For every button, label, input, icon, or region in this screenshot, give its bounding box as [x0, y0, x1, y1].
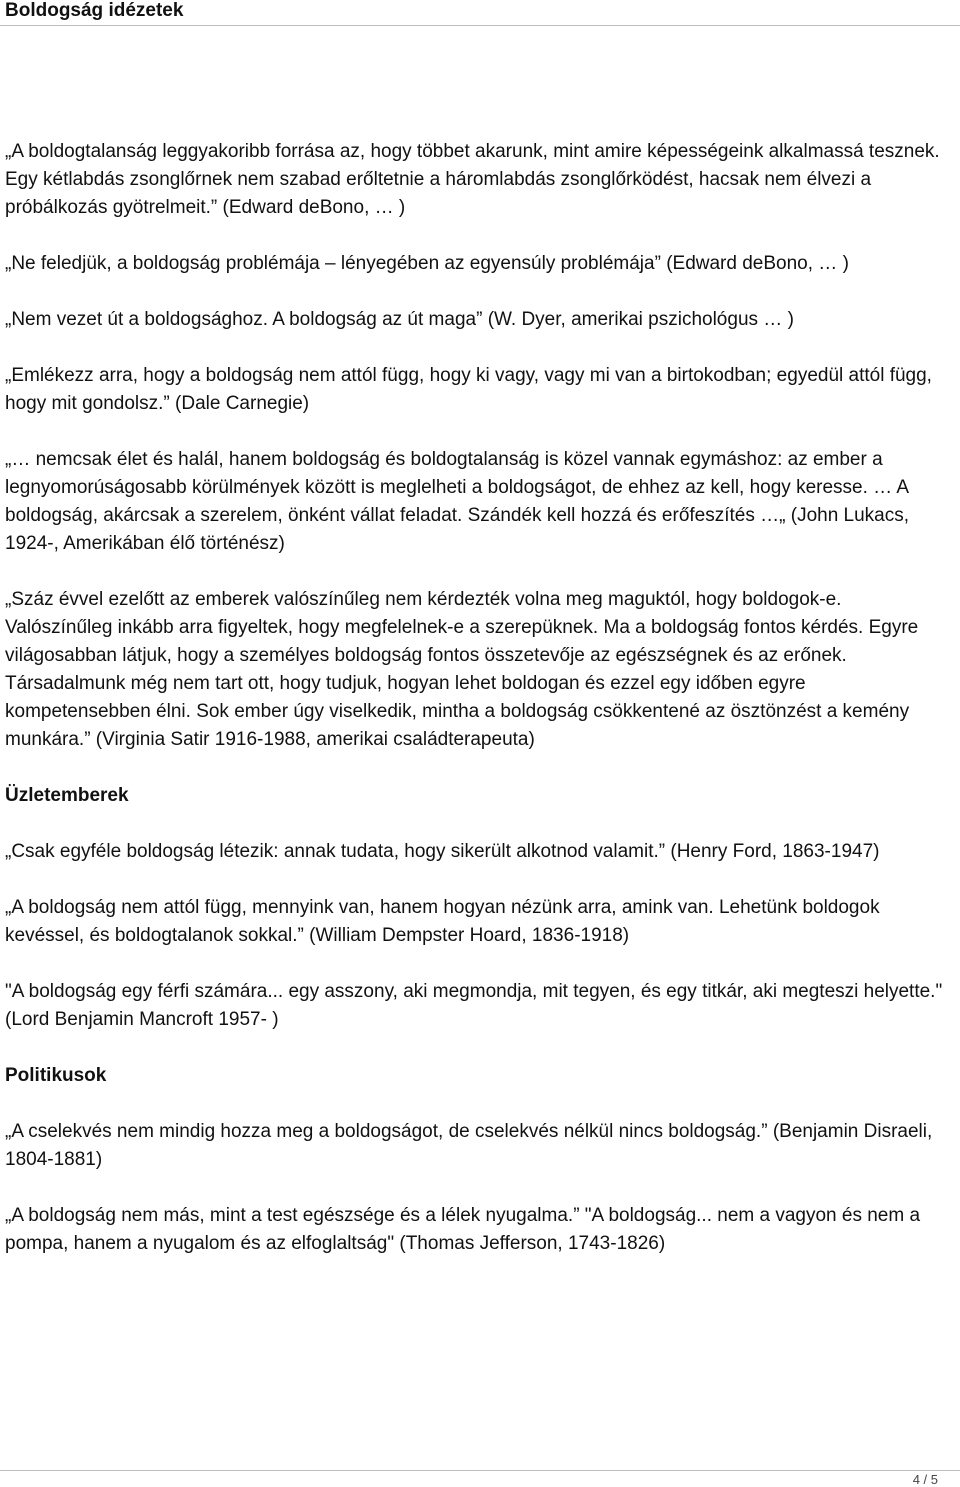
quote-paragraph: „Ne feledjük, a boldogság problémája – lényegében az egyensúly problémája” (Edward deBono, … )	[5, 253, 849, 274]
section-heading-politicians: Politikusok	[5, 1065, 107, 1086]
quote-paragraph: „A cselekvés nem mindig hozza meg a boldogságot, de cselekvés nélkül nincs boldogság.” (Benjamin Disraeli, 1804-1881)	[5, 1121, 933, 1170]
quote-paragraph: „Csak egyféle boldogság létezik: annak tudata, hogy sikerült alkotnod valamit.” (Henry Ford, 1863-1947)	[5, 841, 880, 862]
quote-paragraph: „A boldogtalanság leggyakoribb forrása az, hogy többet akarunk, mint amire képességeink alkalmassá tesznek. Egy kétlabdás zsonglőrnek nem szabad erőltetnie a háromlabdás zsonglőrködést, hacsak nem élvezi a próbálkozás gyötrelmeit.” (Edward deBono, … )	[5, 141, 940, 218]
page-footer	[0, 1470, 960, 1487]
quote-paragraph: "A boldogság egy férfi számára... egy asszony, aki megmondja, mit tegyen, és egy titkár, aki megteszi helyette." (Lord Benjamin Mancroft 1957- )	[5, 981, 943, 1030]
quote-paragraph: „A boldogság nem attól függ, mennyink van, hanem hogyan nézünk arra, amink van. Lehetünk boldogok kevéssel, és boldogtalanok sokkal.” (William Dempster Hoard, 1836-1918)	[5, 897, 880, 946]
section-heading-business: Üzletemberek	[5, 785, 129, 806]
page-header	[0, 0, 960, 26]
document-body	[5, 138, 945, 1286]
quote-paragraph: „… nemcsak élet és halál, hanem boldogság és boldogtalanság is közel vannak egymáshoz: az ember a legnyomorúságosabb körülmények között is meglelheti a boldogságot, de ehhez az kell, hogy keresse. … A boldogság, akárcsak a szerelem, önként vállat feladat. Szándék kell hozzá és erőfeszítés …„ (John Lukacs, 1924-, Amerikában élő történész)	[5, 449, 910, 554]
page-number: 4 / 5	[912, 1472, 938, 1487]
document-title: Boldogság idézetek	[5, 0, 184, 21]
quote-paragraph: „Emlékezz arra, hogy a boldogság nem attól függ, hogy ki vagy, vagy mi van a birtokodban; egyedül attól függ, hogy mit gondolsz.” (Dale Carnegie)	[5, 365, 932, 414]
quote-paragraph: „Száz évvel ezelőtt az emberek valószínűleg nem kérdezték volna meg maguktól, hogy boldogok-e. Valószínűleg inkább arra figyeltek, hogy megfelelnek-e a szerepüknek. Ma a boldogság fontos kérdés. Egyre világosabban látjuk, hogy a személyes boldogság fontos összetevője az egészségnek és az erőnek. Társadalmunk még nem tart ott, hogy tudjuk, hogyan lehet boldogan és ezzel egy időben egyre kompetensebben élni. Sok ember úgy viselkedik, mintha a boldogság csökkentené az ösztönzést a kemény munkára.” (Virginia Satir 1916-1988, amerikai családterapeuta)	[5, 589, 919, 750]
quote-paragraph: „A boldogság nem más, mint a test egészsége és a lélek nyugalma.” "A boldogság... nem a vagyon és nem a pompa, hanem a nyugalom és az elfoglaltság" (Thomas Jefferson, 1743-1826)	[5, 1205, 921, 1254]
quote-paragraph: „Nem vezet út a boldogsághoz. A boldogság az út maga” (W. Dyer, amerikai pszichológus … )	[5, 309, 794, 330]
